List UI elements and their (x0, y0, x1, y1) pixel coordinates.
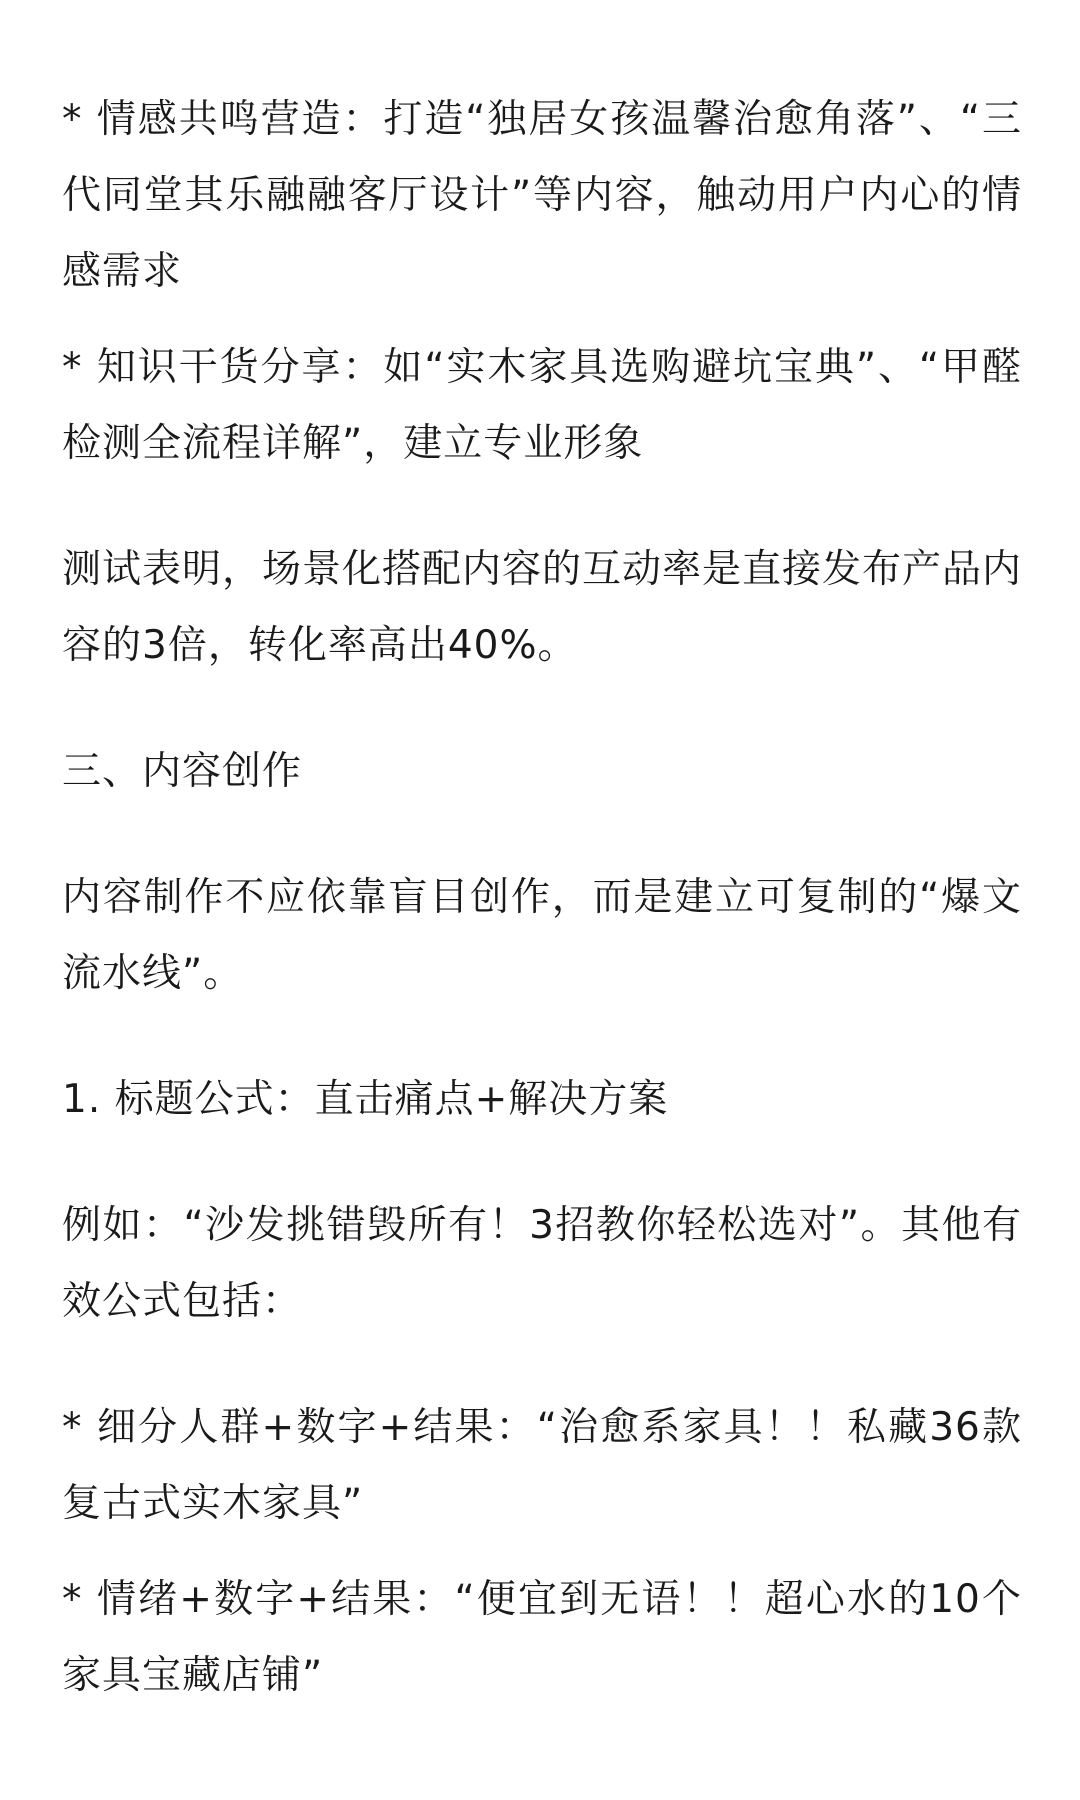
section-heading-content-creation: 三、内容创作 (62, 749, 303, 794)
example-paragraph: 例如：“沙发挑错毁所有！3招教你轻松选对”。其他有效公式包括： (62, 1203, 1022, 1324)
bullet-knowledge-sharing: * 知识干货分享：如“实木家具选购避坑宝典”、“甲醛检测全流程详解”，建立专业形象 (62, 345, 1022, 466)
article-body (62, 82, 1022, 1714)
pipeline-paragraph: 内容制作不应依靠盲目创作，而是建立可复制的“爆文流水线”。 (62, 875, 1022, 996)
title-formula-heading: 1. 标题公式：直击痛点+解决方案 (62, 1077, 669, 1122)
bullet-segment-formula: * 细分人群+数字+结果：“治愈系家具！！私藏36款复古式实木家具” (62, 1405, 1022, 1526)
bullet-emotional-resonance: * 情感共鸣营造：打造“独居女孩温馨治愈角落”、“三代同堂其乐融融客厅设计”等内容，触动用户内心的情感需求 (62, 97, 1022, 294)
bullet-emotion-formula: * 情绪+数字+结果：“便宜到无语！！超心水的10个家具宝藏店铺” (62, 1577, 1022, 1698)
test-result-paragraph: 测试表明，场景化搭配内容的互动率是直接发布产品内容的3倍，转化率高出40%。 (62, 547, 1023, 668)
